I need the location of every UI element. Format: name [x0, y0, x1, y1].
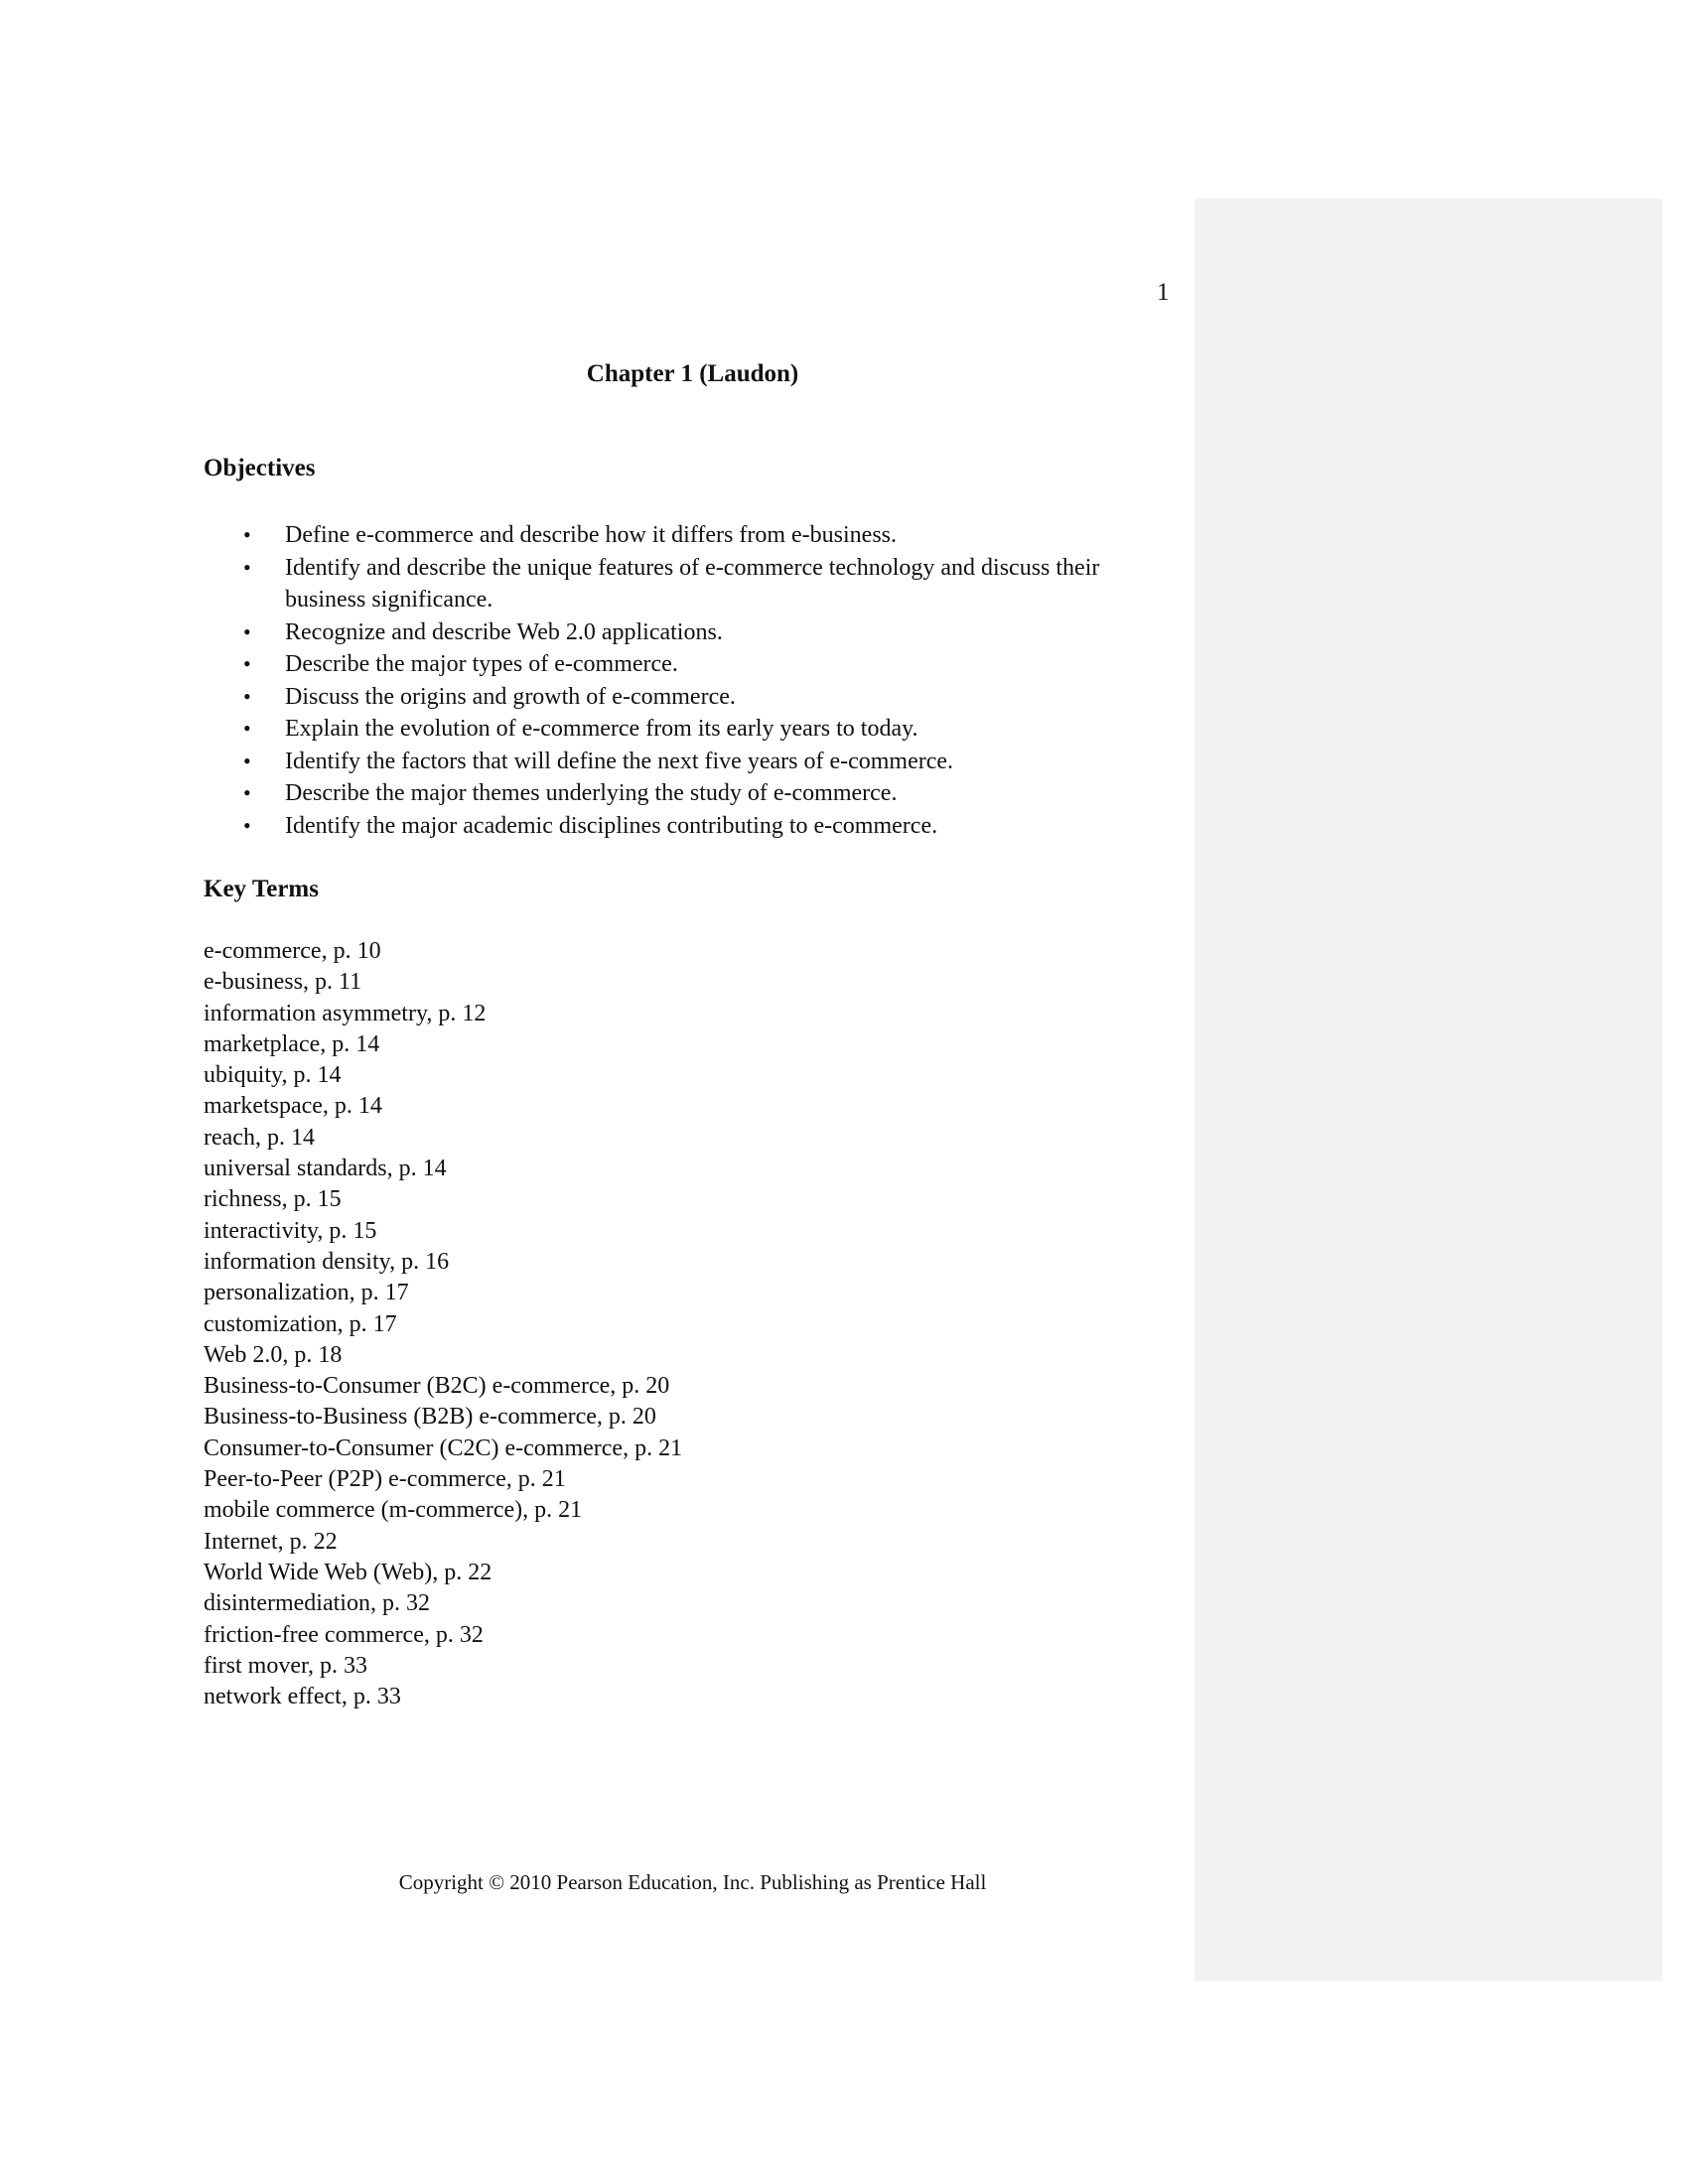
list-item: • Explain the evolution of e-commerce from its early years to today.: [204, 713, 1177, 746]
key-term: reach, p. 14: [204, 1124, 315, 1151]
chapter-title: Chapter 1 (Laudon): [586, 360, 799, 387]
comment-pane: [1195, 199, 1662, 1981]
key-term: information density, p. 16: [204, 1248, 450, 1275]
page-number: 1: [1157, 279, 1170, 306]
key-term: Business-to-Consumer (B2C) e-commerce, p. 20: [204, 1373, 670, 1400]
bullet-icon: •: [243, 748, 251, 773]
bullet-icon: •: [243, 522, 251, 547]
list-item: • Discuss the origins and growth of e-commerce.: [204, 681, 1177, 714]
key-term: Web 2.0, p. 18: [204, 1341, 343, 1368]
key-term: Business-to-Business (B2B) e-commerce, p. 20: [204, 1404, 656, 1431]
key-term: customization, p. 17: [204, 1310, 397, 1337]
key-term: disintermediation, p. 32: [204, 1590, 430, 1617]
objectives-list: [204, 519, 1177, 842]
key-terms-list: [204, 936, 682, 1712]
bullet-icon: •: [243, 780, 251, 805]
key-terms-heading: Key Terms: [204, 876, 319, 902]
list-item: • Define e-commerce and describe how it differs from e-business.: [204, 519, 1177, 552]
list-item: • Describe the major types of e-commerce.: [204, 648, 1177, 681]
key-term: information asymmetry, p. 12: [204, 1000, 487, 1026]
key-term: e-commerce, p. 10: [204, 938, 381, 964]
list-item: • Identify the major academic disciplines contributing to e-commerce.: [204, 810, 1177, 843]
bullet-icon: •: [243, 618, 251, 644]
key-term: interactivity, p. 15: [204, 1217, 377, 1244]
key-term: richness, p. 15: [204, 1186, 342, 1213]
key-term: first mover, p. 33: [204, 1652, 368, 1679]
bullet-icon: •: [243, 716, 251, 741]
key-term: friction-free commerce, p. 32: [204, 1621, 484, 1648]
list-item: • Describe the major themes underlying the study of e-commerce.: [204, 777, 1177, 810]
key-term: marketspace, p. 14: [204, 1093, 382, 1120]
key-term: personalization, p. 17: [204, 1280, 409, 1306]
key-term: Internet, p. 22: [204, 1528, 338, 1555]
list-item: • Identify and describe the unique features of e-commerce technology and discuss their business significance.: [204, 552, 1177, 616]
bullet-icon: •: [243, 812, 251, 838]
key-term: network effect, p. 33: [204, 1684, 401, 1710]
key-term: Consumer-to-Consumer (C2C) e-commerce, p. 21: [204, 1434, 683, 1461]
key-term: World Wide Web (Web), p. 22: [204, 1559, 492, 1585]
objectives-heading: Objectives: [204, 455, 316, 481]
bullet-icon: •: [243, 651, 251, 676]
bullet-icon: •: [243, 683, 251, 709]
key-term: Peer-to-Peer (P2P) e-commerce, p. 21: [204, 1466, 566, 1493]
bullet-icon: •: [243, 554, 251, 580]
key-term: universal standards, p. 14: [204, 1156, 447, 1182]
key-term: e-business, p. 11: [204, 969, 362, 996]
copyright-footer: Copyright © 2010 Pearson Education, Inc. Publishing as Prentice Hall: [398, 1870, 987, 1894]
key-term: ubiquity, p. 14: [204, 1062, 342, 1089]
list-item: • Identify the factors that will define the next five years of e-commerce.: [204, 746, 1177, 778]
list-item: • Recognize and describe Web 2.0 applications.: [204, 616, 1177, 649]
key-term: mobile commerce (m-commerce), p. 21: [204, 1497, 583, 1524]
key-term: marketplace, p. 14: [204, 1030, 380, 1057]
